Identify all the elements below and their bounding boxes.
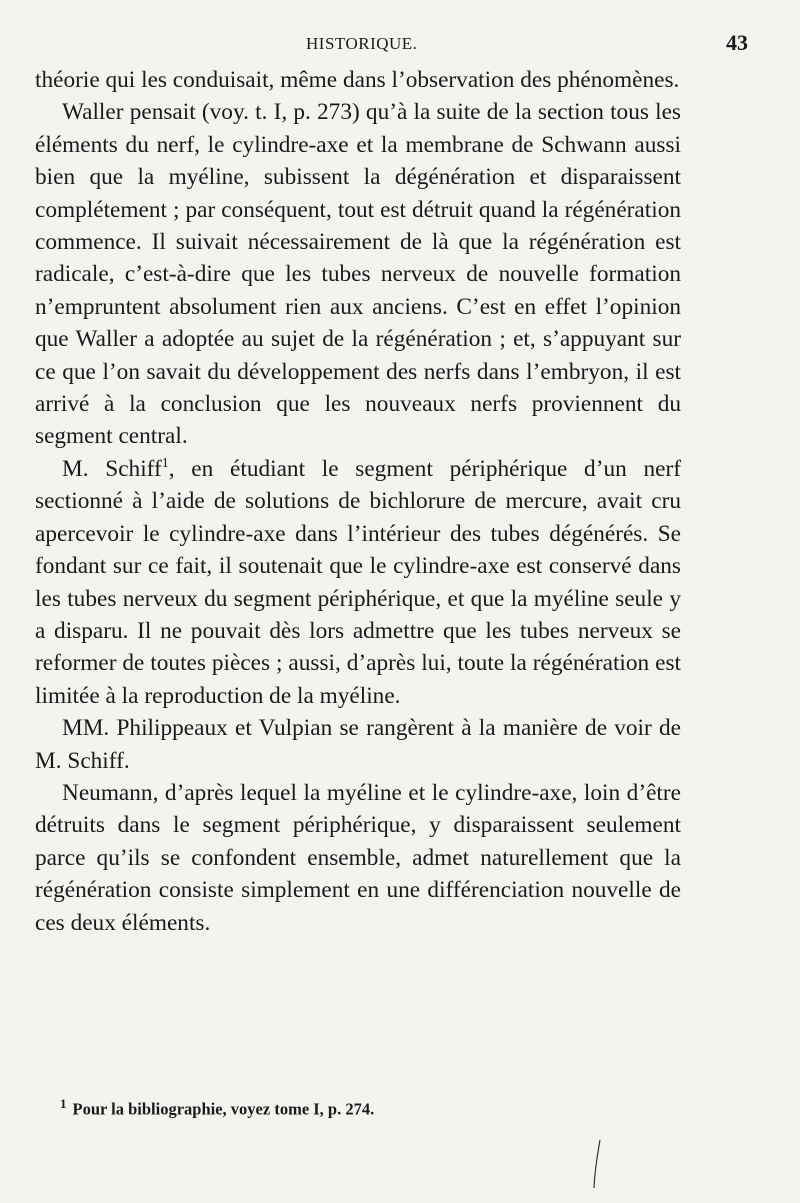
paragraph-1: théorie qui les conduisait, même dans l’observation des phénomènes. <box>35 67 680 93</box>
running-head: HISTORIQUE. <box>306 34 418 53</box>
paragraph-2: Waller pensait (voy. t. I, p. 273) qu’à la suite de la section tous les éléments du nerf, le cylindre-axe et la membrane de Schwann aussi bien que la myéline, subissent la dégénération et disparaissent complétement ; par conséquent, tout est détruit quand la régénération commence. Il suivait nécessairement de là que la régénération est radicale, c’est-à-dire que les tubes nerveux de nouvelle formation n’empruntent absolument rien aux anciens. C’est en effet l’opinion que Waller a adoptée au sujet de la régénération ; et, s’appuyant sur ce que l’on savait du développement des nerfs dans l’embryon, il est arrivé à la conclusion que les nouveaux nerfs proviennent du segment central. <box>35 99 681 450</box>
pencil-mark <box>592 1138 602 1190</box>
footnote <box>60 1096 374 1120</box>
footnote-number: 1 <box>60 1096 67 1111</box>
paragraph-5: Neumann, d’après lequel la myéline et le cylindre-axe, loin d’être détruits dans le segment périphérique, y disparaissent seulement parce qu’ils se confondent ensemble, admet naturellement que la régénération consiste simplement en une différenciation nouvelle de ces deux éléments. <box>35 779 681 936</box>
paragraph-3-rest: , en étudiant le segment périphérique d’un nerf sectionné à l’aide de solutions de bichlorure de mercure, avait cru apercevoir le cylindre-axe dans l’intérieur des tubes dégénérés. Se fondant sur ce fait, il soutenait que le cylindre-axe est conservé dans les tubes nerveux du segment périphérique, et que la myéline seule y a disparu. Il ne pouvait dès lors admettre que les tubes nerveux se reformer de toutes pièces ; aussi, d’après lui, toute la régénération est limitée à la reproduction de la myéline. <box>35 455 681 709</box>
footnote-text: Pour la bibliographie, voyez tome I, p. 274. <box>72 1099 375 1119</box>
paragraph-4: MM. Philippeaux et Vulpian se rangèrent à la manière de voir de M. Schiff. <box>35 715 681 774</box>
body-text <box>35 64 681 939</box>
paragraph-3 <box>35 453 681 712</box>
footnote-reference: 1 <box>161 456 169 472</box>
page-header <box>36 28 748 58</box>
paragraph-3-start: M. Schiff <box>62 455 162 482</box>
page-number: 43 <box>726 30 748 55</box>
